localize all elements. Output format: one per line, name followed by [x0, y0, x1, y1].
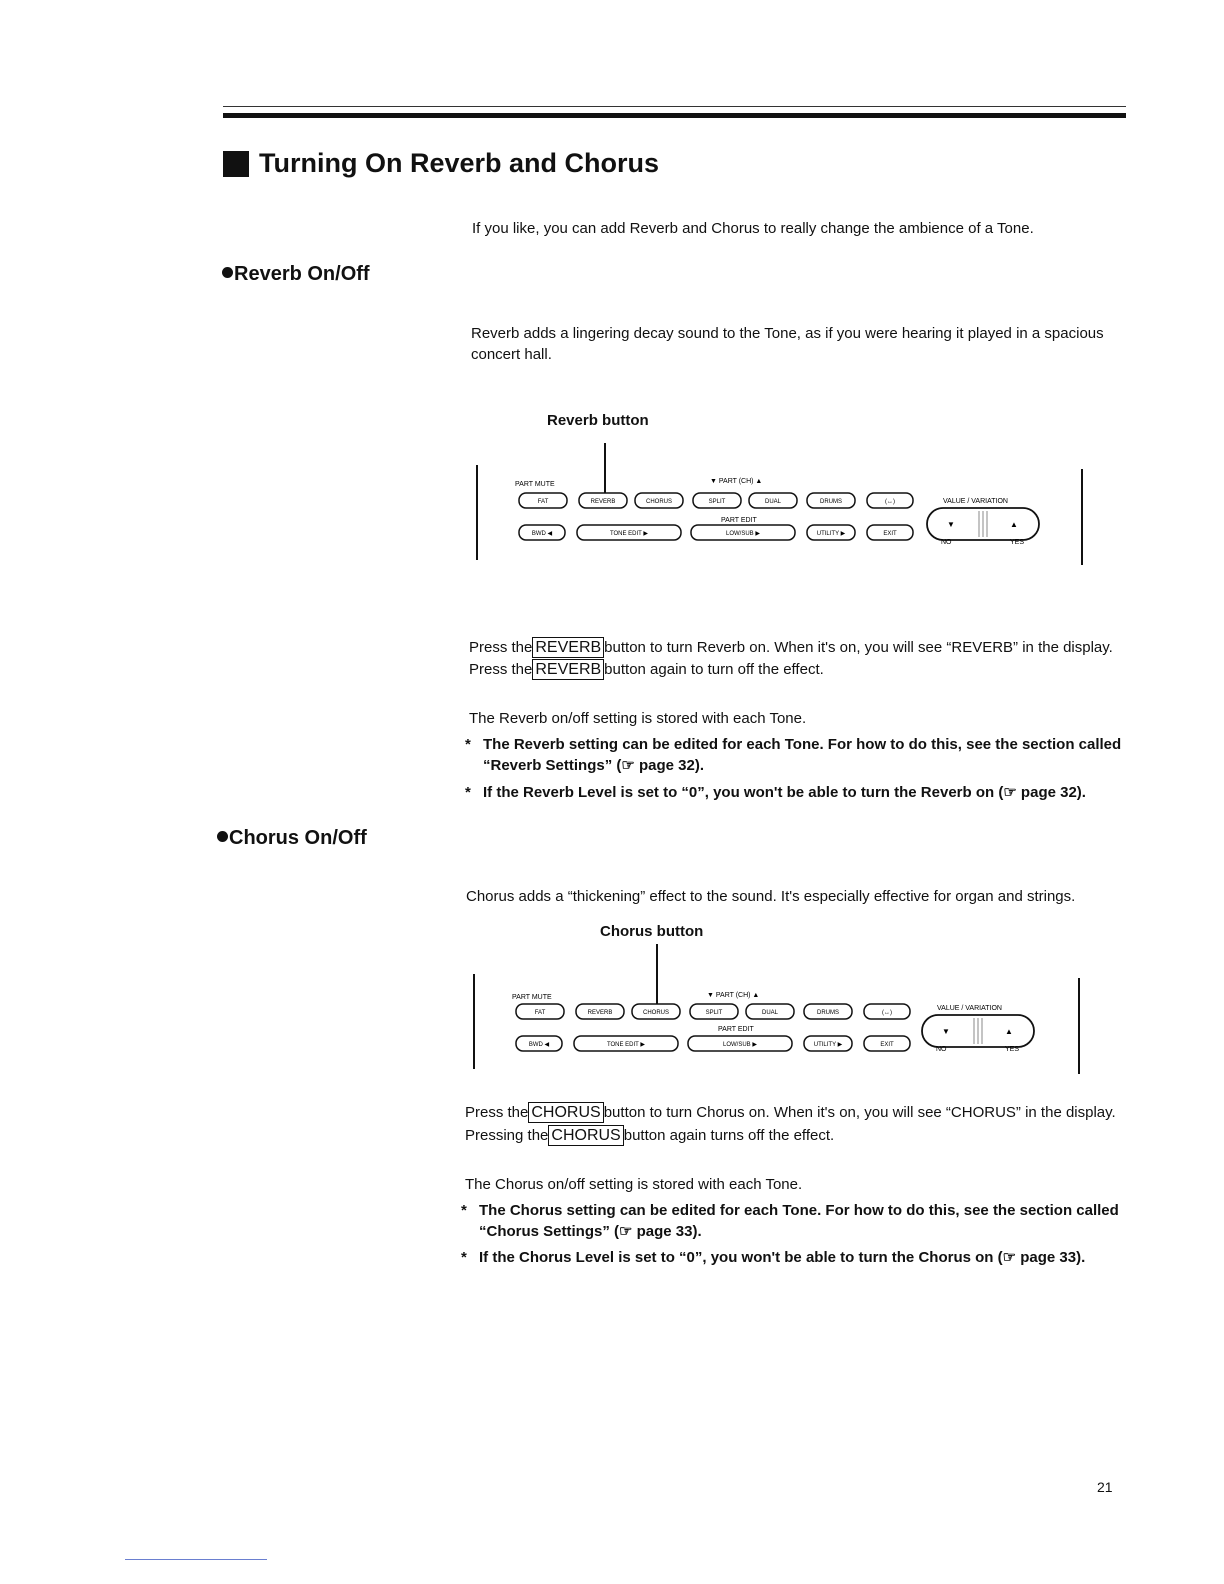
reverb-desc-2: concert hall. [471, 346, 552, 363]
part-mute-label: PART MUTE [515, 481, 555, 488]
down-arrow-icon: ▼ [942, 1027, 950, 1036]
page-number: 21 [1097, 1479, 1113, 1495]
bullet-icon [217, 831, 228, 842]
chorus-button-callout: Chorus button [600, 923, 704, 940]
part-ch-label: ▼ PART (CH) ▲ [710, 478, 763, 485]
reverb-heading: Reverb On/Off [222, 263, 370, 286]
exit-button-label: EXIT [880, 1042, 894, 1048]
title-square-icon [223, 151, 249, 177]
reverb-panel-button-label: REVERB [590, 499, 616, 505]
reverb-note-2: * If the Reverb Level is set to “0”, you won't be able to turn the Reverb on (☞ page 32). [465, 784, 1086, 801]
chorus-stored: The Chorus on/off setting is stored with each Tone. [465, 1176, 803, 1193]
intro-text: If you like, you can add Reverb and Chorus to really change the ambience of a Tone. [472, 220, 1034, 237]
chorus-panel-diagram [472, 964, 1092, 1074]
low-sub-button-label: LOW/SUB ▶ [726, 531, 760, 537]
yes-label: YES [1005, 1046, 1020, 1053]
reverb-key-box-2: REVERB [532, 659, 604, 680]
yes-label: YES [1010, 539, 1025, 546]
no-label: NO [936, 1046, 947, 1053]
chorus-press-2: Pressing the CHORUS button again turns off the effect. [465, 1127, 835, 1144]
dual-button-label: DUAL [761, 1010, 779, 1016]
reverb-note-1: * The Reverb setting can be edited for each Tone. For how to do this, see the section called [465, 736, 1122, 753]
up-arrow-icon: ▲ [1005, 1027, 1013, 1036]
drums-button-label: DRUMS [817, 1010, 839, 1016]
reverb-stored: The Reverb on/off setting is stored with each Tone. [469, 710, 807, 727]
no-label: NO [941, 539, 952, 546]
page-title: Turning On Reverb and Chorus [223, 148, 659, 179]
chorus-note-1: * The Chorus setting can be edited for each Tone. For how to do this, see the section called [461, 1202, 1119, 1219]
drums-button-label: DRUMS [820, 499, 842, 505]
chorus-key-box-2: CHORUS [548, 1125, 623, 1146]
reverb-press-1: Press the REVERB button to turn Reverb on. When it's on, you will see “REVERB” in the display. [469, 639, 1113, 656]
chorus-desc: Chorus adds a “thickening” effect to the sound. It's especially effective for organ and strings. [466, 888, 1076, 905]
chorus-panel-button-label: CHORUS [642, 1010, 670, 1016]
value-variation-label: VALUE / VARIATION [943, 498, 1008, 505]
footer-line [125, 1559, 267, 1560]
chorus-key-box: CHORUS [528, 1102, 603, 1123]
fat-button-label: FAT [534, 1010, 546, 1016]
dual-button-label: DUAL [764, 499, 782, 505]
arrow-button-label: (↔) [882, 1010, 892, 1016]
reverb-desc-1: Reverb adds a lingering decay sound to the Tone, as if you were hearing it played in a spacious [471, 325, 1104, 342]
top-rule-thick [223, 113, 1126, 118]
fat-button-label: FAT [537, 499, 549, 505]
chorus-heading: Chorus On/Off [217, 827, 367, 850]
bwd-button-label: BWD ◀ [528, 1042, 550, 1048]
reverb-key-box: REVERB [532, 637, 604, 658]
bullet-icon [222, 267, 233, 278]
reverb-note-1b: “Reverb Settings” (☞ page 32). [483, 757, 705, 774]
top-rule-thin [223, 106, 1126, 107]
exit-button-label: EXIT [883, 531, 897, 537]
low-sub-button-label: LOW/SUB ▶ [723, 1042, 757, 1048]
reverb-panel-diagram [475, 455, 1095, 565]
down-arrow-icon: ▼ [947, 520, 955, 529]
utility-button-label: UTILITY ▶ [816, 531, 846, 537]
part-ch-label: ▼ PART (CH) ▲ [707, 992, 760, 999]
chorus-panel-button-label: CHORUS [645, 499, 673, 505]
panel-svg [475, 455, 1095, 565]
reverb-press-2: Press the REVERB button again to turn off the effect. [469, 661, 824, 678]
tone-edit-button-label: TONE EDIT ▶ [609, 531, 649, 537]
chorus-note-2: * If the Chorus Level is set to “0”, you won't be able to turn the Chorus on (☞ page 33). [461, 1249, 1086, 1266]
part-edit-label: PART EDIT [721, 517, 757, 524]
part-edit-label: PART EDIT [718, 1026, 754, 1033]
reverb-button-callout: Reverb button [547, 412, 649, 429]
split-button-label: SPLIT [708, 499, 726, 505]
value-variation-label: VALUE / VARIATION [937, 1005, 1002, 1012]
part-mute-label: PART MUTE [512, 994, 552, 1001]
chorus-press-1: Press the CHORUS button to turn Chorus on. When it's on, you will see “CHORUS” in the display. [465, 1104, 1116, 1121]
chorus-note-1b: “Chorus Settings” (☞ page 33). [479, 1223, 702, 1240]
reverb-panel-button-label: REVERB [587, 1010, 613, 1016]
split-button-label: SPLIT [705, 1010, 723, 1016]
arrow-button-label: (↔) [885, 499, 895, 505]
bwd-button-label: BWD ◀ [531, 531, 553, 537]
panel-svg [472, 964, 1092, 1074]
utility-button-label: UTILITY ▶ [813, 1042, 843, 1048]
up-arrow-icon: ▲ [1010, 520, 1018, 529]
tone-edit-button-label: TONE EDIT ▶ [606, 1042, 646, 1048]
